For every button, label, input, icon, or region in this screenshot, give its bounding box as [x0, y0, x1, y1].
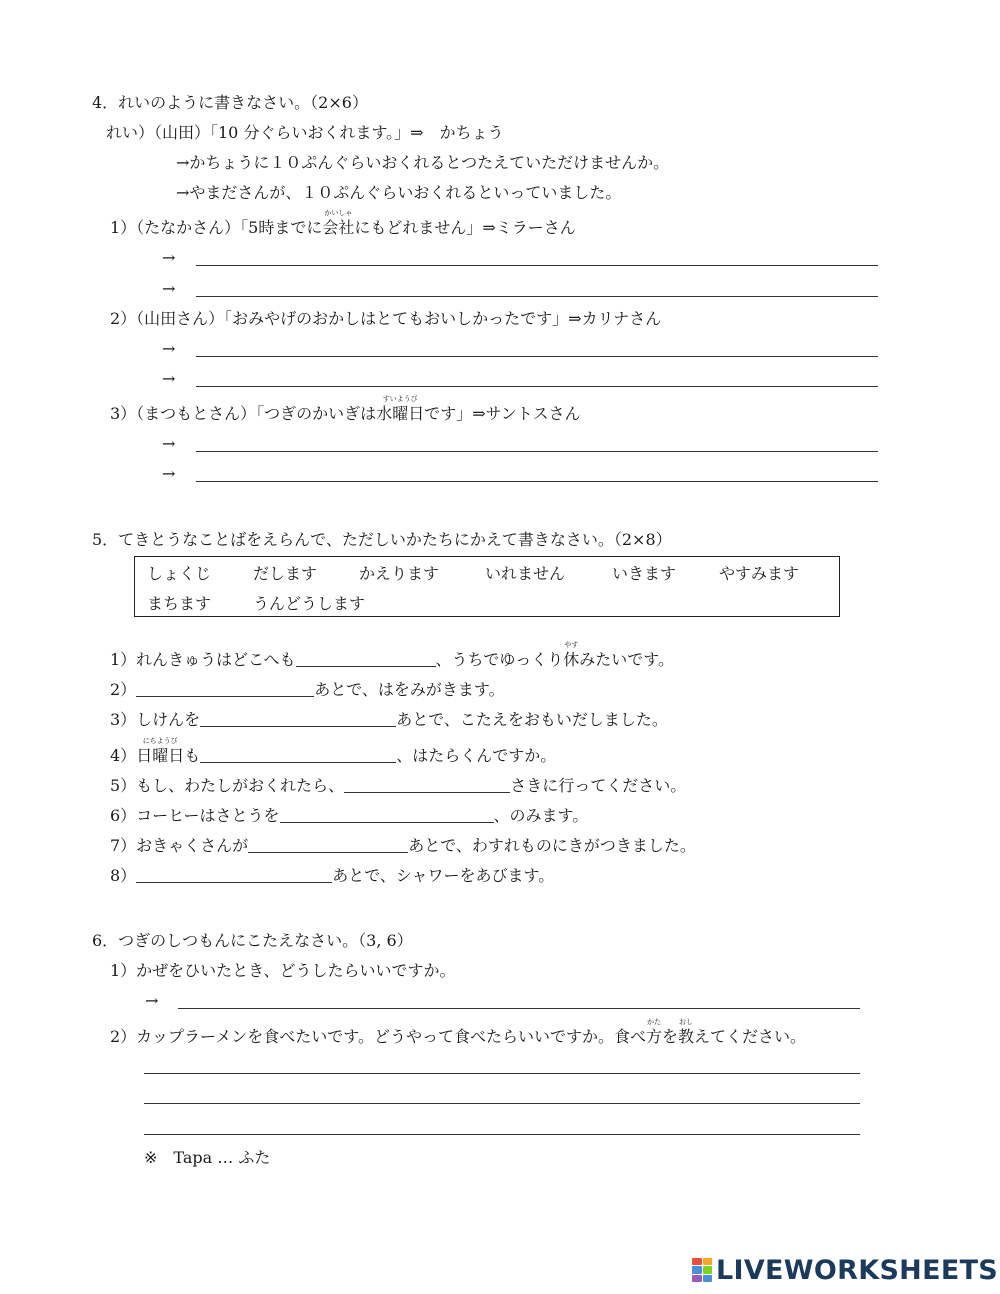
question-5-8: 8） あとで、シャワーをあびます。	[110, 866, 555, 885]
furigana: かた	[646, 1018, 661, 1026]
answer-line[interactable]	[196, 481, 878, 482]
example-line: れい）（山田）「10 分ぐらいおくれます。」⇒ かちょう	[106, 123, 504, 142]
question-6-2: 2）カップラーメンを食べたいです。どうやって食べたらいいですか。食べ かた 方を おし 教えてください。	[110, 1018, 807, 1046]
arrow: →	[162, 279, 176, 298]
vocab-note: ※ Tapa … ふた	[144, 1148, 271, 1167]
question-5-3: 3）しけんを あとで、こたえをおもいだしました。	[110, 710, 668, 729]
brand-name: LIVEWORKSHEETS	[716, 1254, 999, 1286]
word-item: かえります	[359, 564, 440, 583]
word-item: しょくじ	[147, 564, 212, 583]
answer-blank[interactable]	[344, 776, 510, 793]
answer-blank[interactable]	[200, 710, 396, 727]
word-item: いれません	[485, 564, 566, 583]
question-5-4: 4） にちようび 日曜日も 、はたらくんですか。	[110, 737, 557, 765]
arrow: →	[162, 248, 176, 267]
question-5-6: 6）コーヒーはさとうを 、のみます。	[110, 806, 589, 825]
answer-line[interactable]	[196, 296, 878, 297]
answer-line[interactable]	[144, 1073, 860, 1074]
question-5-1: 1）れんきゅうはどこへも 、うちでゆっくり やす 休みたいです。	[110, 641, 674, 669]
arrow: →	[145, 991, 159, 1010]
answer-line[interactable]	[178, 1008, 860, 1009]
section-5-title: 5．てきとうなことばをえらんで、ただしいかたちにかえて書きなさい。（2×8）	[92, 530, 672, 549]
answer-line[interactable]	[196, 265, 878, 266]
furigana: かいしゃ	[324, 209, 353, 217]
question-4-3: 3）（まつもとさん）「つぎのかいぎは すいようび 水曜日です」⇒サントスさん	[110, 395, 581, 423]
arrow: →	[162, 339, 176, 358]
furigana: やす	[564, 641, 579, 649]
arrow: →	[162, 434, 176, 453]
answer-blank[interactable]	[296, 650, 436, 667]
answer-blank[interactable]	[248, 836, 408, 853]
answer-blank[interactable]	[280, 806, 494, 823]
answer-line[interactable]	[196, 451, 878, 452]
word-item: うんどうします	[253, 594, 366, 613]
word-item: だします	[253, 564, 318, 583]
answer-blank[interactable]	[136, 866, 332, 883]
answer-line[interactable]	[196, 386, 878, 387]
question-5-7: 7）おきゃくさんが あとで、わすれものにきがつきました。	[110, 836, 696, 855]
question-5-2: 2） あとで、はをみがきます。	[110, 680, 505, 699]
answer-blank[interactable]	[200, 746, 396, 763]
example-answer-1: →かちょうに１０ぷんぐらいおくれるとつたえていただけませんか。	[176, 153, 670, 172]
answer-line[interactable]	[144, 1134, 860, 1135]
section-6-title: 6．つぎのしつもんにこたえなさい。（3, 6）	[92, 931, 413, 950]
arrow: →	[162, 369, 176, 388]
question-6-1: 1）かぜをひいたとき、どうしたらいいですか。	[110, 961, 456, 980]
answer-blank[interactable]	[136, 680, 314, 697]
furigana: すいようび	[382, 395, 418, 403]
furigana: おし	[679, 1018, 693, 1026]
word-item: いきます	[612, 564, 677, 583]
liveworksheets-logo-icon	[692, 1258, 712, 1282]
arrow: →	[162, 464, 176, 483]
liveworksheets-logo[interactable]	[692, 1256, 998, 1284]
section-4-title: 4．れいのように書きなさい。（2×6）	[92, 93, 368, 112]
answer-line[interactable]	[196, 356, 878, 357]
example-answer-2: →やまださんが、１０ぷんぐらいおくれるといっていました。	[176, 183, 622, 202]
word-item: まちます	[147, 594, 212, 613]
question-5-5: 5）もし、わたしがおくれたら、 さきに行ってください。	[110, 776, 687, 795]
question-4-1: 1）（たなかさん）「5時までに かいしゃ 会社にもどれません」⇒ミラーさん	[110, 209, 576, 237]
answer-line[interactable]	[144, 1103, 860, 1104]
word-item: やすみます	[719, 564, 800, 583]
question-4-2: 2）（山田さん）「おみやげのおかしはとてもおいしかったです」⇒カリナさん	[110, 309, 662, 328]
word-bank	[134, 556, 840, 617]
furigana: にちようび	[142, 737, 178, 745]
